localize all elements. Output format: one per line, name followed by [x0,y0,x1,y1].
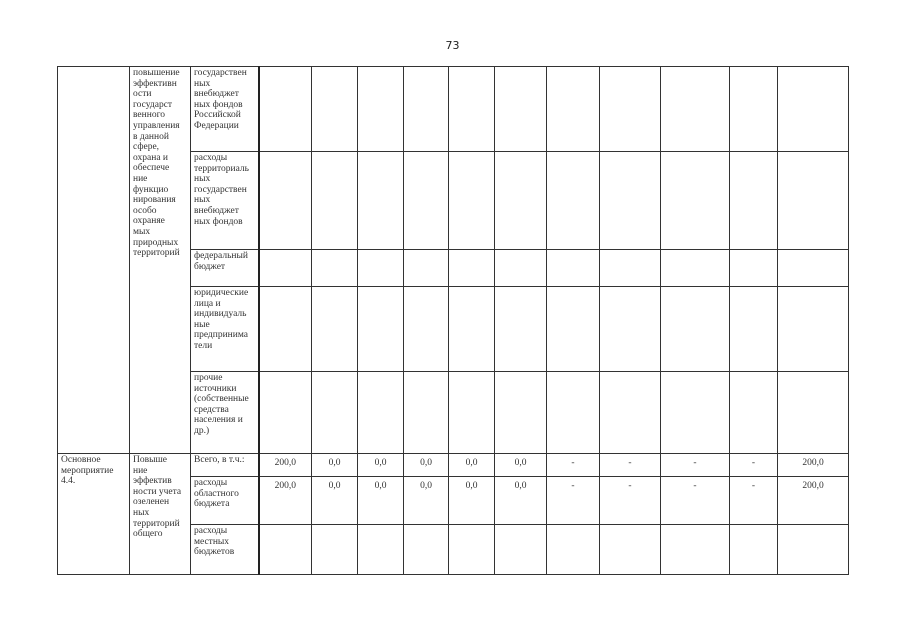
value-cell [358,372,404,454]
value-cell: 0,0 [449,454,495,477]
value-cell [547,250,600,287]
value-cell [404,525,449,575]
value-cell [404,67,449,152]
value-cell [778,67,849,152]
value-cell [495,152,547,250]
event-name-cell: Повыше ние эффектив ности учета озеленен ных территорий общего [130,454,191,575]
value-cell [600,250,661,287]
value-cell [730,287,778,372]
value-cell [404,152,449,250]
value-cell [259,287,312,372]
value-cell: 200,0 [259,477,312,525]
value-cell [495,287,547,372]
value-cell: 0,0 [312,477,358,525]
value-cell [449,287,495,372]
value-cell [730,250,778,287]
value-cell [259,152,312,250]
value-cell: 200,0 [778,454,849,477]
value-cell [661,152,730,250]
code-cell-empty [58,67,130,454]
value-cell: - [600,477,661,525]
value-cell [495,525,547,575]
value-cell [259,372,312,454]
value-cell [600,287,661,372]
value-cell [312,525,358,575]
value-cell [449,250,495,287]
source-cell: Всего, в т.ч.: [191,454,259,477]
value-cell [661,287,730,372]
value-cell [495,372,547,454]
value-cell [312,67,358,152]
value-cell [778,525,849,575]
value-cell [358,525,404,575]
value-cell [312,250,358,287]
table-row [58,454,849,477]
value-cell [661,372,730,454]
value-cell [661,525,730,575]
value-cell [259,250,312,287]
value-cell [778,152,849,250]
value-cell: 0,0 [449,477,495,525]
source-cell: федеральный бюджет [191,250,259,287]
value-cell [547,152,600,250]
value-cell [730,525,778,575]
source-cell: юридические лица и индивидуаль ные предпринима тели [191,287,259,372]
value-cell [495,250,547,287]
value-cell [449,152,495,250]
funding-table [57,66,849,575]
value-cell [358,67,404,152]
value-cell: 200,0 [778,477,849,525]
value-cell: - [730,477,778,525]
value-cell [404,250,449,287]
value-cell: 0,0 [358,477,404,525]
value-cell [312,152,358,250]
value-cell [495,67,547,152]
source-cell: расходы территориаль ных государствен ных внебюджет ных фондов [191,152,259,250]
source-cell: расходы областного бюджета [191,477,259,525]
source-cell: прочие источники (собственные средства населения и др.) [191,372,259,454]
value-cell [547,287,600,372]
page-number: 73 [445,39,460,52]
value-cell [730,372,778,454]
value-cell [358,152,404,250]
value-cell [449,525,495,575]
value-cell: - [730,454,778,477]
value-cell: 200,0 [259,454,312,477]
value-cell: 0,0 [495,454,547,477]
value-cell [547,525,600,575]
source-cell: государствен ных внебюджет ных фондов Российской Федерации [191,67,259,152]
value-cell [404,372,449,454]
value-cell [600,525,661,575]
value-cell [661,250,730,287]
value-cell [778,250,849,287]
value-cell [778,287,849,372]
value-cell: - [661,477,730,525]
value-cell [600,372,661,454]
value-cell: - [547,454,600,477]
source-cell: расходы местных бюджетов [191,525,259,575]
value-cell [449,67,495,152]
value-cell [312,287,358,372]
value-cell [358,250,404,287]
value-cell [358,287,404,372]
code-cell: Основное мероприятие 4.4. [58,454,130,575]
value-cell [600,152,661,250]
value-cell [312,372,358,454]
value-cell [449,372,495,454]
value-cell: 0,0 [495,477,547,525]
value-cell [547,372,600,454]
event-name-cell: повышение эффективн ости государст венного управления в данной сфере, охрана и обеспече ние функцио нирования особо охраняе мых природных территорий [130,67,191,454]
value-cell: - [600,454,661,477]
value-cell [730,152,778,250]
value-cell [404,287,449,372]
value-cell [661,67,730,152]
value-cell [259,525,312,575]
value-cell: - [661,454,730,477]
table-row [58,67,849,152]
value-cell: 0,0 [312,454,358,477]
value-cell [547,67,600,152]
value-cell: 0,0 [404,477,449,525]
value-cell [600,67,661,152]
value-cell: - [547,477,600,525]
value-cell [730,67,778,152]
value-cell [259,67,312,152]
value-cell: 0,0 [404,454,449,477]
value-cell: 0,0 [358,454,404,477]
value-cell [778,372,849,454]
